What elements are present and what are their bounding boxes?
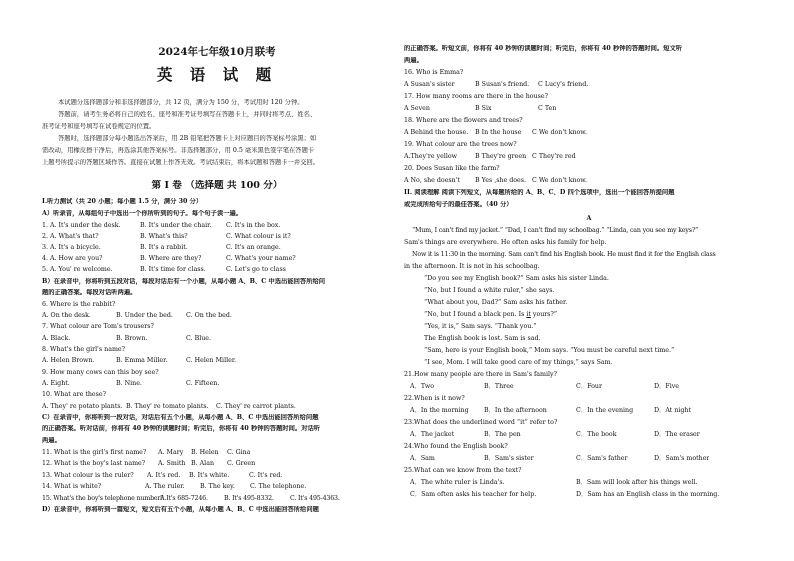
intro-line: 上题号所提示的答题区域作答。直接在试题上作答无效。考试结束后，将本试题和答题卡一并交回。	[42, 159, 320, 166]
passage-line: in the afternoon. It is not in his schoolbag.	[404, 263, 540, 270]
options-row	[404, 177, 587, 185]
question-stem: 21.How many people are there in Sam's family?	[404, 371, 557, 378]
question-stem: 9. How many cows can this boy see?	[42, 369, 159, 376]
question-stem: 8. What's the girl's name?	[42, 346, 126, 353]
option: A．The jacket	[410, 431, 455, 438]
option: C. Let's go to class	[226, 266, 286, 273]
options-row	[404, 105, 556, 113]
part-c-instruction: C）在录音中，你将听到一段对话，对话后有五个小题，从每小题 A、B、C 中选出能回答所给问题	[42, 414, 319, 421]
option: B．Sam will look after his things well.	[576, 479, 698, 486]
question-stem: 18. Where are the flowers and trees?	[404, 117, 523, 124]
option: A．In the morning	[410, 407, 469, 414]
option: B. Helen	[191, 449, 219, 456]
option: C．The book	[576, 431, 617, 438]
passage-line: “I see, Mom. I will take good care of my things,” says Sam.	[424, 359, 613, 366]
option: C．In the evening	[576, 407, 634, 414]
question-stem: 23.What does the underlined word “it” refer to?	[404, 419, 558, 426]
question-row	[42, 495, 340, 503]
option: A. On the desk.	[42, 312, 91, 319]
option: C. The telephone.	[250, 483, 307, 490]
option: A. Black.	[42, 335, 71, 342]
option: B. Nine.	[116, 380, 142, 387]
option: 3. A. It's a bicycle.	[42, 244, 101, 251]
question-stem: 14. What is white?	[42, 483, 102, 490]
part-d-instruction: D）在录音中，你将听到一篇短文，短文后有五个小题，从每小题 A、B、C 中选出能回答所给问题	[42, 506, 319, 513]
options-row	[42, 380, 219, 388]
passage-line	[424, 311, 557, 319]
option: C．Sam's father	[576, 455, 628, 462]
options-row	[410, 491, 719, 499]
question-stem: 16. Who is Emma?	[404, 69, 464, 76]
part-b-instruction: B）在录音中，你将听到五段对话，每段对话后有一个小题，从每小题 A、B、C 中选出能回答所给问	[42, 278, 326, 285]
option: B．The pen	[484, 431, 521, 438]
option: C. Gina	[227, 449, 251, 456]
option: C. What's your name?	[226, 255, 296, 262]
question-stem: 22.When is it now?	[404, 395, 465, 402]
options-row	[410, 479, 698, 487]
option: A Seven	[404, 105, 430, 112]
option: B. The key.	[200, 483, 235, 490]
intro-line: 准考证号和座号填写在试卷规定的位置。	[42, 123, 156, 130]
option: A．The white ruler is Linda's.	[410, 479, 505, 486]
part-c-instruction: 两遍。	[42, 437, 61, 444]
option: D．At night	[654, 407, 692, 414]
option: B. Alan	[191, 460, 215, 467]
intro-line: 答题前，请考生务必将自己的姓名、座号和准考证号填写在答题卡上，并同时将考点、姓名、	[58, 111, 317, 118]
options-row	[410, 455, 709, 463]
passage-line: “Sam, here is your English book,” Mom says. “You must be careful next time.”	[424, 347, 675, 354]
passage-line: Sam's things are everywhere. He often asks his family for help.	[404, 239, 607, 246]
option: D．Five	[654, 383, 680, 390]
question-row	[42, 244, 281, 252]
passage-line: The English book is lost. Sam is sad.	[424, 335, 541, 342]
options-row	[404, 81, 588, 89]
option: B. Under the bed.	[116, 312, 173, 319]
question-row	[42, 449, 250, 457]
option: C. Helen Miller.	[186, 357, 237, 364]
question-row	[42, 472, 282, 480]
question-stem: 11. What is the girl's first name?	[42, 449, 147, 456]
passage-text: yours?”	[530, 311, 558, 318]
option: D．The eraser	[654, 431, 700, 438]
option: C. It's an orange.	[226, 244, 281, 251]
option: B. Brown.	[116, 335, 148, 342]
question-stem: 12. What is the boy's last name?	[42, 460, 146, 467]
option: A．Two	[410, 383, 435, 390]
question-row	[42, 460, 255, 468]
question-stem: 20. Does Susan like the farm?	[404, 165, 500, 172]
option: C We don't know.	[532, 129, 587, 136]
option: B．In the afternoon	[484, 407, 547, 414]
reading-heading: 或完成所给句子的最佳答案。（40 分）	[404, 201, 513, 208]
question-stem: 7. What colour are Tom's trousers?	[42, 323, 154, 330]
option: D．Sam has an English class in the morning.	[576, 491, 720, 498]
underlined-word: it	[526, 311, 531, 318]
options-row	[410, 383, 679, 391]
option: C. They' re carrot plants.	[216, 403, 296, 410]
option: C. Blue.	[186, 335, 212, 342]
option: B They're green	[475, 153, 527, 160]
option: B. Emma Miller.	[116, 357, 168, 364]
options-row	[404, 129, 587, 137]
passage-line: “Do you see my English book?” Sam asks his sister Linda.	[424, 275, 609, 282]
option: A. The ruler.	[145, 483, 185, 490]
option: B. It's 495-8332.	[224, 495, 274, 502]
option: B. They' re tomato plants.	[126, 403, 209, 410]
passage-line: Now it is 11:30 in the morning. Sam can't find his English book. He must find it for the English class	[412, 251, 716, 258]
option: B. What's this?	[140, 233, 188, 240]
options-row	[42, 357, 236, 365]
question-row	[42, 483, 306, 491]
question-stem: 15. What's the boy's telephone number?	[42, 495, 164, 502]
option: D．Sam's mother	[654, 455, 710, 462]
option: A. Mary	[158, 449, 184, 456]
option: C. Fifteen.	[186, 380, 220, 387]
passage-line: “No, but I found a white ruler,” she says.	[424, 287, 555, 294]
question-row	[42, 266, 286, 274]
option: C. What colour is it?	[226, 233, 291, 240]
question-row	[42, 222, 280, 230]
option: B Susan's friend.	[475, 81, 530, 88]
volume-heading: 第 Ⅰ 卷 （选择题 共 100 分）	[151, 180, 283, 191]
options-row	[42, 335, 211, 343]
reading-heading: II. 阅读理解 阅读下列短文，从每题所给的 A、B、C、D 四个选项中，选出一个能回答所提问题	[404, 189, 675, 196]
option: C. It's red.	[249, 472, 283, 479]
part-a-instruction: A）听录音，从每组句子中选出一个你所听到的句子。每个句子读一遍。	[42, 210, 243, 217]
part-b-instruction: 题的正确答案。每段对话听两遍。	[42, 289, 137, 296]
option: B. It's under the chair.	[140, 222, 212, 229]
option: B. Where are they?	[140, 255, 202, 262]
option: B. It's white.	[189, 472, 230, 479]
option: C Ten	[538, 105, 557, 112]
option: C They're red	[532, 153, 576, 160]
passage-line: “Yes, it is,” Sam says. “Thank you.”	[424, 323, 537, 330]
option: C. On the bed.	[186, 312, 232, 319]
subject-title: 英 语 试 题	[156, 66, 278, 84]
option: 1. A. It's under the desk.	[42, 222, 121, 229]
question-stem: 19. What colour are the trees now?	[404, 141, 517, 148]
section-heading: I.听力测试（共 20 小题；每小题 1.5 分，满分 30 分）	[42, 198, 203, 205]
options-row	[42, 312, 232, 320]
option: C Lucy's friend.	[538, 81, 589, 88]
part-d-instruction: 两遍。	[404, 57, 423, 64]
question-row	[42, 233, 291, 241]
option: B. It's a rabbit.	[140, 244, 188, 251]
option: A. Smith	[158, 460, 186, 467]
option: B Six	[475, 105, 492, 112]
option: A.They're yellow	[404, 153, 458, 160]
option: B．Sam's sister	[484, 455, 534, 462]
passage-line: “Mum, I can't find my jacket.” “Dad, I can't find my schoolbag.” “Linda, can you see my keys?”	[412, 227, 699, 234]
options-row	[42, 403, 296, 411]
option: 5. A. You' re welcome.	[42, 266, 113, 273]
option: C. Green	[227, 460, 256, 467]
option: C．Sam often asks his teacher for help.	[410, 491, 537, 498]
option: B Yes ,she does.	[475, 177, 526, 184]
option: A. Eight.	[42, 380, 70, 387]
option: A.It's 685-7246.	[160, 495, 208, 502]
option: A No, she doesn't	[404, 177, 460, 184]
passage-line: “What about you, Dad?” Sam asks his father.	[424, 299, 568, 306]
option: B．Three	[484, 383, 514, 390]
question-stem: 10. What are these?	[42, 391, 106, 398]
option: C．Four	[576, 383, 602, 390]
part-d-instruction: 的正确答案。听短文前，你将有 40 秒钟的读题时间；听完后，你将有 40 秒钟的答题时间。短文听	[404, 45, 683, 52]
question-row	[42, 255, 296, 263]
passage-text: “No, but I found a black pen. Is	[424, 311, 527, 318]
option: A. Helen Brown.	[42, 357, 95, 364]
question-stem: 25.What can we know from the text?	[404, 467, 522, 474]
question-stem: 17. How many rooms are there in the house?	[404, 93, 548, 100]
part-c-instruction: 的正确答案。听对话前，你将有 40 秒钟的读题时间；听完后，你将有 40 秒钟的答题时间。对话听	[42, 425, 321, 432]
intro-line: 本试题分选择题部分和非选择题部分，共 12 页，满分为 150 分，考试用时 120 分钟。	[58, 99, 304, 106]
options-row	[410, 431, 700, 439]
question-stem: 24.Who found the English book?	[404, 443, 508, 450]
question-stem: 6. Where is the rabbit?	[42, 301, 116, 308]
option: C We don't know.	[532, 177, 587, 184]
question-stem: 13. What colour is the ruler?	[42, 472, 134, 479]
exam-title: 2024年七年级10月联考	[158, 46, 276, 58]
options-row	[410, 407, 691, 415]
intro-line: 需改动，用橡皮擦干净后，再选涂其他答案标号。非选择题部分，用 0.5 毫米黑色签字笔在答题卡	[42, 147, 315, 154]
option: B. It's time for class.	[140, 266, 206, 273]
option: 4. A. How are you?	[42, 255, 103, 262]
passage-label: A	[586, 215, 592, 222]
option: A Susan's sister	[404, 81, 455, 88]
option: A Behind the house.	[404, 129, 469, 136]
option: A. It's red.	[147, 472, 181, 479]
intro-line: 答题时，选择题部分每小题选出答案后，用 2B 铅笔把答题卡上对应题目的答案标号涂黑；如	[58, 135, 317, 142]
option: B In the house	[475, 129, 522, 136]
option: C. It's in the box.	[226, 222, 281, 229]
option: A. They' re potato plants.	[42, 403, 123, 410]
option: C. It's 495-4363.	[290, 495, 340, 502]
option: A．Sam	[410, 455, 435, 462]
options-row	[404, 153, 576, 161]
option: 2. A. What's that?	[42, 233, 99, 240]
